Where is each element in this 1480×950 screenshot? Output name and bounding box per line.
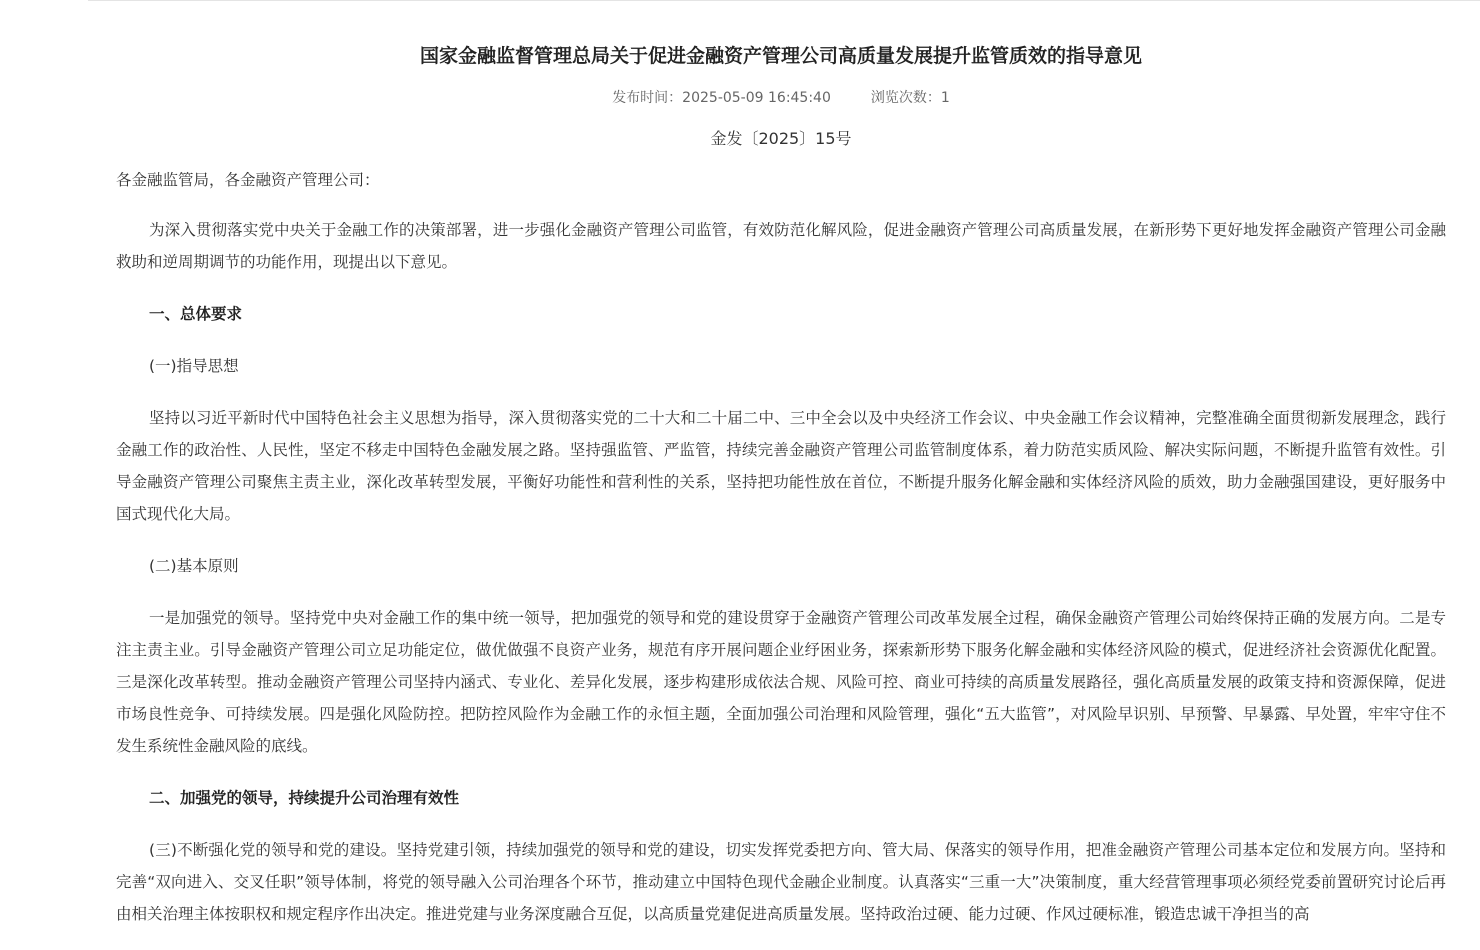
paragraph-basic-principles: 一是加强党的领导。坚持党中央对金融工作的集中统一领导，把加强党的领导和党的建设贯穿于金融资产管理公司改革发展全过程，确保金融资产管理公司始终保持正确的发展方向。二是专注主责主业。引导金融资产管理公司立足功能定位，做优做强不良资产业务，规范有序开展问题企业纾困业务，探索新形势下服务化解金融和实体经济风险的模式，促进经济社会资源优化配置。三是深化改革转型。推动金融资产管理公司坚持内涵式、专业化、差异化发展，逐步构建形成依法合规、风险可控、商业可持续的高质量发展路径，强化高质量发展的政策支持和资源保障，促进市场良性竞争、可持续发展。四是强化风险防控。把防控风险作为金融工作的永恒主题，全面加强公司治理和风险管理，强化“五大监管”，对风险早识别、早预警、早暴露、早处置，牢牢守住不发生系统性金融风险的底线。: [116, 609, 1446, 755]
page-title: 国家金融监督管理总局关于促进金融资产管理公司高质量发展提升监管质效的指导意见: [419, 45, 1142, 67]
document-number: 金发〔2025〕15号: [710, 129, 852, 148]
view-count: 浏览次数：1: [870, 90, 950, 106]
paragraph-guiding-ideology: 坚持以习近平新时代中国特色社会主义思想为指导，深入贯彻落实党的二十大和二十届二中、三中全会以及中央经济工作会议、中央金融工作会议精神，完整准确全面贯彻新发展理念，践行金融工作的政治性、人民性，坚定不移走中国特色金融发展之路。坚持强监管、严监管，持续完善金融资产管理公司监管制度体系，着力防范实质风险、解决实际问题，不断提升监管有效性。引导金融资产管理公司聚焦主责主业，深化改革转型发展，平衡好功能性和营利性的关系，坚持把功能性放在首位，不断提升服务化解金融和实体经济风险的质效，助力金融强国建设，更好服务中国式现代化大局。: [116, 409, 1446, 523]
article-meta: [116, 88, 1446, 108]
subsection-heading-2: (二)基本原则: [149, 557, 239, 575]
paragraph-intro: 为深入贯彻落实党中央关于金融工作的决策部署，进一步强化金融资产管理公司监管，有效防范化解风险，促进金融资产管理公司高质量发展，在新形势下更好地发挥金融资产管理公司金融救助和逆周期调节的功能作用，现提出以下意见。: [116, 221, 1446, 271]
subsection-heading-1: (一)指导思想: [149, 357, 239, 375]
article-body: [116, 164, 1446, 930]
salutation: 各金融监管局，各金融资产管理公司：: [116, 171, 380, 189]
section-heading-1: 一、总体要求: [149, 305, 243, 323]
section-heading-2: 二、加强党的领导，持续提升公司治理有效性: [149, 789, 460, 807]
paragraph-party-leadership: (三)不断强化党的领导和党的建设。坚持党建引领，持续加强党的领导和党的建设，切实发挥党委把方向、管大局、保落实的领导作用，把准金融资产管理公司基本定位和发展方向。坚持和完善“双向进入、交叉任职”领导体制，将党的领导融入公司治理各个环节，推动建立中国特色现代金融企业制度。认真落实“三重一大”决策制度，重大经营管理事项必须经党委前置研究讨论后再由相关治理主体按职权和规定程序作出决定。推进党建与业务深度融合互促，以高质量党建促进高质量发展。坚持政治过硬、能力过硬、作风过硬标准，锻造忠诚干净担当的高: [116, 841, 1446, 923]
article: [116, 38, 1446, 950]
publish-time: 发布时间：2025-05-09 16:45:40: [612, 90, 831, 106]
top-divider: [88, 0, 1480, 1]
